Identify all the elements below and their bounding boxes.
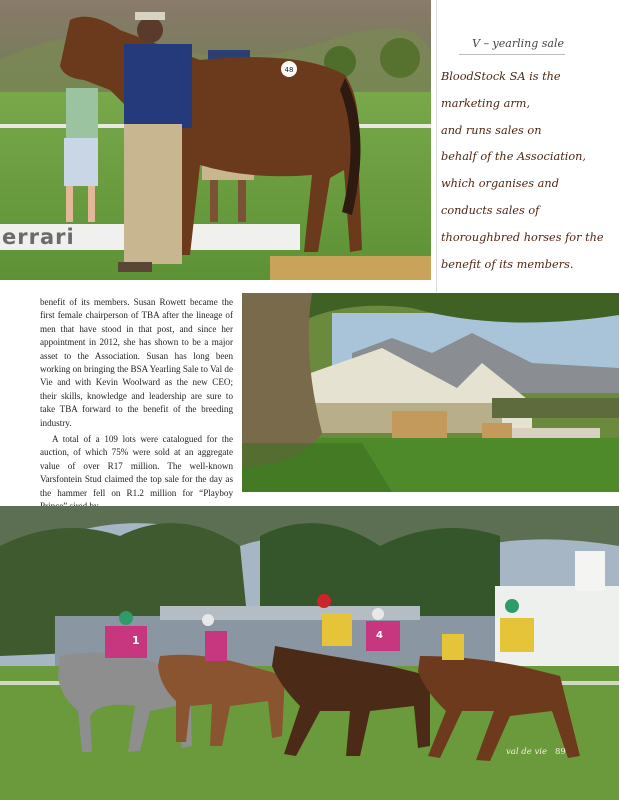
article-body [40, 296, 233, 514]
lot-number: 48 [284, 66, 294, 74]
ferrari-sign: errari [2, 225, 75, 249]
pull-quote-line: BloodStock SA is the [441, 70, 561, 83]
pull-quote-line: and runs sales on [441, 123, 542, 137]
publication-name: val de vie [506, 747, 548, 757]
section-label: V – yearling sale [472, 37, 564, 50]
pull-quote-line: marketing arm, [441, 96, 531, 110]
article-paragraph: benefit of its members. Susan Rowett became the first female chairperson of TBA after the lineage of men that have stood in that post, and since her appointment in 2012, she has shown to be a major asset to the Association. Susan has long been working on bringing the BSA Yearling Sale to Val de Vie and with Kevin Woolward as the new CEO; their skills, knowledge and leadership are sure to take TBA forward to the benefit of the breeding industry. [40, 297, 233, 428]
pull-quote-line: conducts sales of [441, 203, 540, 217]
pull-quote-line: behalf of the Association, [441, 150, 587, 164]
pull-quote-line: which organises and [441, 177, 559, 191]
jersey-number: 1 [132, 634, 140, 647]
page-footer [506, 747, 566, 757]
pull-quote-line: thoroughbred horses for the [441, 230, 604, 244]
marquee-garden-photo [242, 293, 619, 492]
column-divider [436, 0, 437, 292]
yearling-horse-photo [0, 0, 431, 280]
jersey-number: 4 [376, 630, 383, 641]
page-number: 89 [555, 747, 566, 757]
article-paragraph: A total of a 109 lots were catalogued for the auction, of which 75% were sold at an aggregate value of over R17 million. The well-known Varsfontein Stud claimed the top sale for the day as the hammer fell on R1.2 million for “Playboy [40, 434, 233, 498]
pull-quote-line: benefit of its members. [441, 257, 574, 271]
pull-quote [441, 64, 611, 278]
section-rule [459, 54, 565, 55]
